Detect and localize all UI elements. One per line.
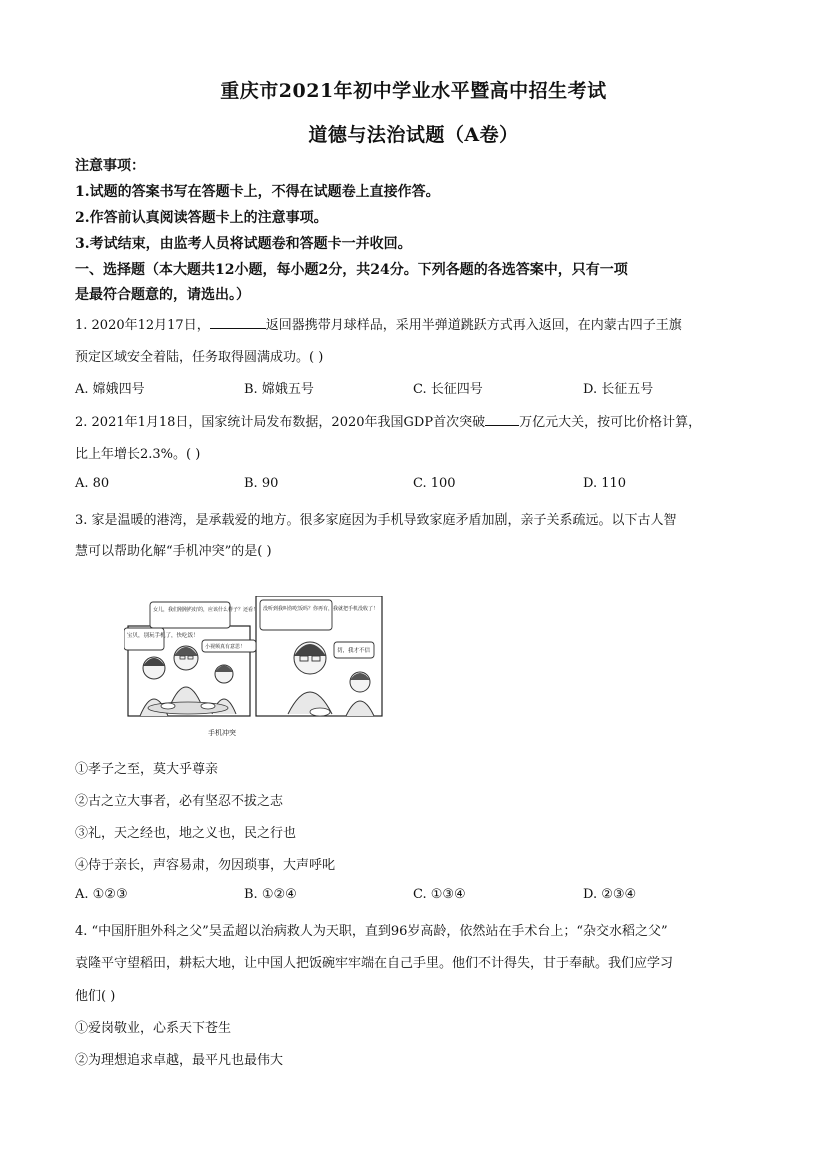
q3-option-a: A. ①②③ [75,887,128,902]
question-4-stem-cont: 袁隆平守望稻田，耕耘大地，让中国人把饭碗牢牢端在自己手里。他们不计得失，甘于奉献。我们应学习 [75,956,674,971]
q3-statement: ④侍于亲长，声容易肃，勿因琐事，大声呼叱 [75,858,336,873]
q3-option-c: C. ①③④ [413,887,466,902]
question-3-stem-cont: 慧可以帮助化解“手机冲突”的是( ) [75,544,272,559]
comic-illustration [124,596,386,737]
q3-statement: ①孝子之至，莫大乎尊亲 [75,762,219,777]
notice-item: 2.作答前认真阅读答题卡上的注意事项。 [75,210,328,226]
question-text: 2. 2021年1月18日，国家统计局发布数据，2020年我国GDP首次突破 [75,415,486,430]
q1-option-b: B. 嫦娥五号 [244,382,314,397]
question-text: 返回器携带月球样品，采用半弹道跳跃方式再入返回，在内蒙古四子王旗 [265,318,682,333]
q3-option-d: D. ②③④ [583,887,637,902]
exam-title: 重庆市2021年初中学业水平暨高中招生考试 [220,80,607,102]
question-text: 1. 2020年12月17日， [75,318,210,333]
exam-subtitle: 道德与法治试题（A卷） [308,124,519,146]
question-text: 万亿元大关，按可比价格计算， [519,415,702,430]
q4-statement: ①爱岗敬业，心系天下苍生 [75,1021,232,1036]
q2-option-d: D. 110 [583,476,627,491]
question-2-stem-cont: 比上年增长2.3%。( ) [75,447,201,462]
q4-statement: ②为理想追求卓越，最平凡也最伟大 [75,1053,284,1068]
section-heading-cont: 是最符合题意的，请选出。） [75,287,250,303]
answer-blank [210,316,266,329]
q3-option-b: B. ①②④ [244,887,297,902]
question-2-stem [75,411,701,430]
comic-bubble-child: 小视频真有意思！ [205,644,246,650]
question-4-stem: 4. “中国肝胆外科之父”吴孟超以治病救人为天职，直到96岁高龄，依然站在手术台上；“杂交水稻之父” [75,924,668,939]
q2-option-c: C. 100 [413,476,456,491]
answer-blank [485,413,519,426]
comic-drawing [124,596,386,726]
comic-bubble-father: 女儿，我们刚刚约好的，应该什么样子？还看！ [153,607,259,613]
question-1-stem [75,314,682,333]
comic-bubble-child-2: 切，我才不信 [337,648,371,654]
q1-option-c: C. 长征四号 [413,382,483,397]
notice-item: 1.试题的答案书写在答题卡上，不得在试题卷上直接作答。 [75,184,440,200]
q3-statement: ③礼，天之经也，地之义也，民之行也 [75,826,297,841]
q2-option-b: B. 90 [244,476,279,491]
q3-statement: ②古之立大事者，必有坚忍不拔之志 [75,794,284,809]
notice-heading: 注意事项： [75,158,145,174]
q1-option-d: D. 长征五号 [583,382,654,397]
comic-bubble-mother: 宝贝，别玩手机了，快吃饭！ [127,633,199,639]
q1-option-a: A. 嫦娥四号 [75,382,145,397]
question-1-stem-cont: 预定区域安全着陆，任务取得圆满成功。( ) [75,350,324,365]
q2-option-a: A. 80 [75,476,110,491]
comic-bubble-father-2: 没听到我叫你吃饭吗？你再有，我就把手机没收了！ [263,606,379,612]
question-4-stem-cont: 他们( ) [75,989,116,1004]
question-3-stem: 3. 家是温暖的港湾，是承载爱的地方。很多家庭因为手机导致家庭矛盾加剧，亲子关系疏远。以下古人智 [75,513,677,528]
comic-caption: 手机冲突 [208,729,236,737]
section-heading: 一、选择题（本大题共12小题，每小题2分，共24分。下列各题的各选答案中，只有一项 [75,262,628,278]
notice-item: 3.考试结束，由监考人员将试题卷和答题卡一并收回。 [75,236,412,252]
